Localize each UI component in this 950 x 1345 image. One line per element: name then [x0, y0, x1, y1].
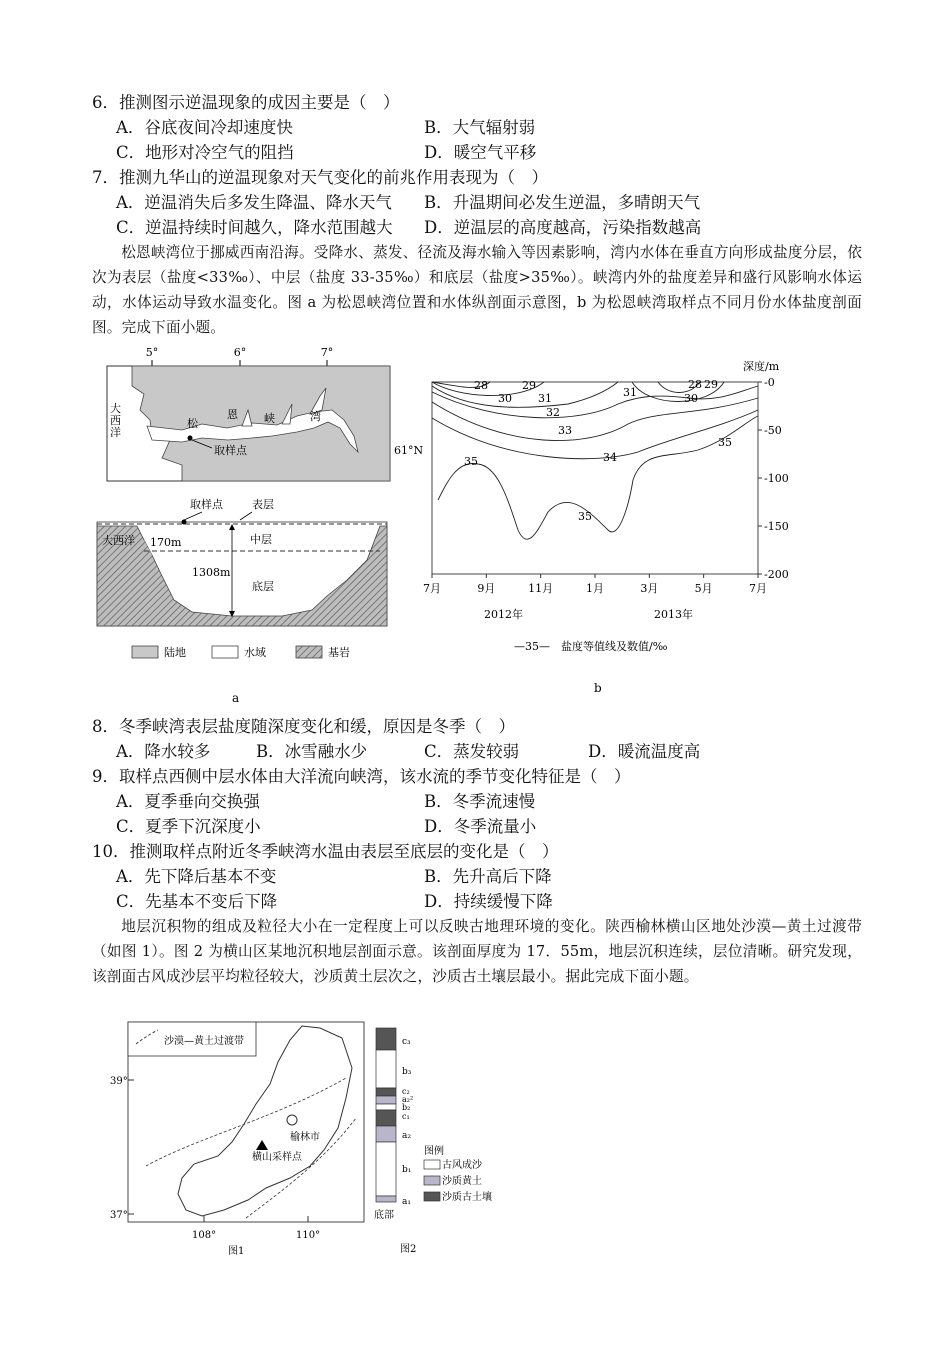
- ocean-label-2: 西: [110, 414, 121, 427]
- q7-option-c: C．逆温持续时间越久，降水范围越大: [116, 218, 393, 237]
- figure-b-salinity-chart: [418, 340, 798, 700]
- passage-songe-fjord: 松恩峡湾位于挪威西南沿海。受降水、蒸发、径流及海水输入等因素影响，湾内水体在垂直方向形成盐度分层，依次为表层（盐度<33‰）、中层（盐度 33-35‰）和底层（盐度>35‰）。峡湾内外的盐度差异和盛行风影响水体运动，水体运动导致水温变化。图 a 为松恩峡湾位置和水体纵剖面示意图，b 为松恩峡湾取样点不同月份水体盐度剖面图。完成下面小题。: [92, 244, 862, 336]
- label-bottom: 底部: [374, 1210, 394, 1221]
- contour-label-28-0: 28: [474, 379, 488, 392]
- legend-water: 水域: [244, 646, 266, 659]
- x-tick-label-5: 5月: [694, 582, 713, 595]
- label-a2-2: a₂²: [402, 1095, 414, 1104]
- depth-170: 170m: [150, 536, 182, 549]
- chart-legend: —35— 盐度等值线及数值/‰: [514, 640, 668, 653]
- q6-option-b: B．大气辐射弱: [424, 118, 536, 137]
- q9-option-a: A．夏季垂向交换强: [116, 792, 260, 811]
- y-tick-label-200: -200: [764, 568, 789, 581]
- contour-label-34-6: 34: [603, 451, 617, 464]
- year-2012: 2012年: [484, 608, 523, 621]
- legend-water-swatch: [212, 646, 238, 658]
- sample-point-dot: [188, 436, 193, 441]
- fjord-char-3: 峡: [264, 412, 275, 425]
- label-c3: c₃: [402, 1037, 411, 1047]
- legend-bedrock: 基岩: [328, 646, 350, 659]
- layer-a2: [376, 1126, 396, 1142]
- legend-land-swatch: [132, 646, 158, 658]
- contour-label-35-7: 35: [464, 455, 478, 468]
- q8-option-b: B．冰雪融水少: [256, 742, 368, 761]
- contour-label-33-5: 33: [558, 424, 572, 437]
- contour-label-28-9: 28: [688, 378, 702, 391]
- contour-label-35-12: 35: [718, 436, 732, 449]
- layer-b1: [376, 1142, 396, 1196]
- figure-2-strata: [366, 1022, 526, 1258]
- label-b2: b₂: [402, 1103, 411, 1112]
- q9-option-c: C．夏季下沉深度小: [116, 817, 261, 836]
- fjord-char-4: 湾: [310, 410, 321, 423]
- y-tick-label-0: -0: [764, 376, 775, 389]
- layer-c2: [376, 1088, 396, 1096]
- label-c1: c₁: [402, 1112, 410, 1121]
- surface-label: 表层: [252, 498, 274, 511]
- contour-label-32-4: 32: [546, 406, 560, 419]
- contour-label-31-3: 31: [538, 392, 552, 405]
- x-tick-label-4: 3月: [640, 582, 659, 595]
- q6-stem: 6．推测图示逆温现象的成因主要是（ ）: [92, 93, 400, 112]
- label-c2: c₂: [402, 1087, 410, 1096]
- q8-option-a: A．降水较多: [116, 742, 211, 761]
- layer-c3: [376, 1028, 396, 1050]
- lat-37: 37°: [110, 1210, 128, 1221]
- q10-option-d: D．持续缓慢下降: [424, 892, 553, 911]
- q10-option-b: B．先升高后下降: [424, 867, 552, 886]
- lon-6: 6°: [233, 346, 247, 359]
- ocean-label-3: 洋: [110, 426, 121, 439]
- q6-option-a: A．谷底夜间冷却速度快: [116, 118, 293, 137]
- q9-option-b: B．冬季流速慢: [424, 792, 536, 811]
- fig2-caption: 图2: [400, 1244, 417, 1255]
- passage-hengshan-strata: 地层沉积物的组成及粒径大小在一定程度上可以反映古地理环境的变化。陕西榆林横山区地处沙漠—黄土过渡带（如图 1）。图 2 为横山区某地沉积地层剖面示意。该剖面厚度为 17．55m，地层沉积连续，层位清晰。研究发现，该剖面古风成沙层平均粒径较大，沙质黄土层次之，沙质古土壤层最小。据此完成下面小题。: [92, 918, 862, 985]
- figure-a-label: a: [232, 691, 240, 705]
- legend-paleosol: 沙质古土壤: [442, 1192, 492, 1203]
- contour-label-30-11: 30: [684, 392, 698, 405]
- y-tick-label-50: -50: [764, 424, 782, 437]
- layer-a1: [376, 1196, 396, 1202]
- figure-1-map: [106, 1018, 376, 1258]
- legend-land: 陆地: [164, 646, 186, 659]
- q8-stem: 8．冬季峡湾表层盐度随深度变化和缓，原因是冬季（ ）: [92, 717, 515, 736]
- yulin-city-marker: [287, 1115, 297, 1125]
- middle-layer-label: 中层: [250, 533, 272, 546]
- q9-stem: 9．取样点西侧中层水体由大洋流向峡湾，该水流的季节变化特征是（ ）: [92, 767, 631, 786]
- figure-a: [92, 340, 432, 710]
- depth-1308: 1308m: [192, 566, 231, 579]
- contour-label-35-8: 35: [578, 510, 592, 523]
- yulin-city-label: 榆林市: [290, 1132, 320, 1143]
- lat-39: 39°: [110, 1076, 128, 1087]
- q10-option-c: C．先基本不变后下降: [116, 892, 278, 911]
- contour-label-30-2: 30: [498, 392, 512, 405]
- q7-stem: 7．推测九华山的逆温现象对天气变化的前兆作用表现为（ ）: [92, 168, 548, 187]
- label-a2: a₂: [402, 1131, 411, 1141]
- q7-option-b: B．升温期间必发生逆温，多晴朗天气: [424, 193, 701, 212]
- ocean-label-1: 大: [110, 402, 121, 415]
- legend-wind-sand: 古风成沙: [442, 1160, 482, 1171]
- x-tick-label-6: 7月: [749, 582, 767, 595]
- layer-b2: [376, 1104, 396, 1110]
- x-tick-label-1: 9月: [477, 582, 496, 595]
- contour-label-31-13: 31: [623, 386, 637, 399]
- chart-ylabel: 深度/m: [743, 360, 780, 373]
- y-tick-label-150: -150: [764, 520, 789, 533]
- legend-title: 图例: [424, 1146, 444, 1157]
- q10-option-a: A．先下降后基本不变: [116, 867, 277, 886]
- chart-plot-area: [432, 382, 758, 574]
- lon-110: 110°: [296, 1230, 321, 1241]
- label-b1: b₁: [402, 1165, 412, 1175]
- bottom-layer-label: 底层: [252, 580, 274, 593]
- x-tick-label-0: 7月: [423, 582, 441, 595]
- legend-sandy-loess: 沙质黄土: [442, 1176, 482, 1187]
- fig1-caption: 图1: [228, 1246, 245, 1257]
- ocean-section-label: 大西洋: [102, 534, 135, 547]
- year-2013: 2013年: [654, 608, 693, 621]
- sample-label-2: 取样点: [190, 498, 223, 511]
- q7-option-d: D．逆温层的高度越高，污染指数越高: [424, 218, 702, 237]
- label-a1: a₁: [402, 1197, 411, 1207]
- figure-b-label: b: [594, 681, 602, 695]
- q7-option-a: A．逆温消失后多发生降温、降水天气: [116, 193, 392, 212]
- sample-label: 取样点: [214, 444, 247, 457]
- lon-5: 5°: [145, 346, 159, 359]
- q8-option-d: D．暖流温度高: [588, 742, 701, 761]
- x-tick-label-3: 1月: [586, 582, 604, 595]
- label-b3: b₃: [402, 1067, 412, 1077]
- q6-option-d: D．暖空气平移: [424, 143, 537, 162]
- fjord-char-2: 恩: [227, 408, 238, 421]
- q10-stem: 10．推测取样点附近冬季峡湾水温由表层至底层的变化是（ ）: [92, 842, 559, 861]
- q8-option-c: C．蒸发较弱: [424, 742, 520, 761]
- q9-option-d: D．冬季流量小: [424, 817, 537, 836]
- layer-b3: [376, 1050, 396, 1088]
- fjord-char-1: 松: [187, 417, 198, 430]
- q6-option-c: C．地形对冷空气的阻挡: [116, 143, 294, 162]
- layer-a2-2: [376, 1096, 396, 1104]
- lat-label: 61°N: [394, 444, 424, 457]
- contour-label-29-1: 29: [522, 379, 536, 392]
- y-tick-label-100: -100: [764, 472, 789, 485]
- layer-c1: [376, 1110, 396, 1126]
- lon-108: 108°: [192, 1230, 217, 1241]
- sample-site-label: 横山采样点: [252, 1152, 302, 1163]
- lon-7: 7°: [320, 346, 334, 359]
- legend-bedrock-swatch: [296, 646, 322, 658]
- fig1-legend: 沙漠—黄土过渡带: [164, 1036, 244, 1047]
- contour-label-29-10: 29: [704, 378, 718, 391]
- x-tick-label-2: 11月: [528, 582, 554, 595]
